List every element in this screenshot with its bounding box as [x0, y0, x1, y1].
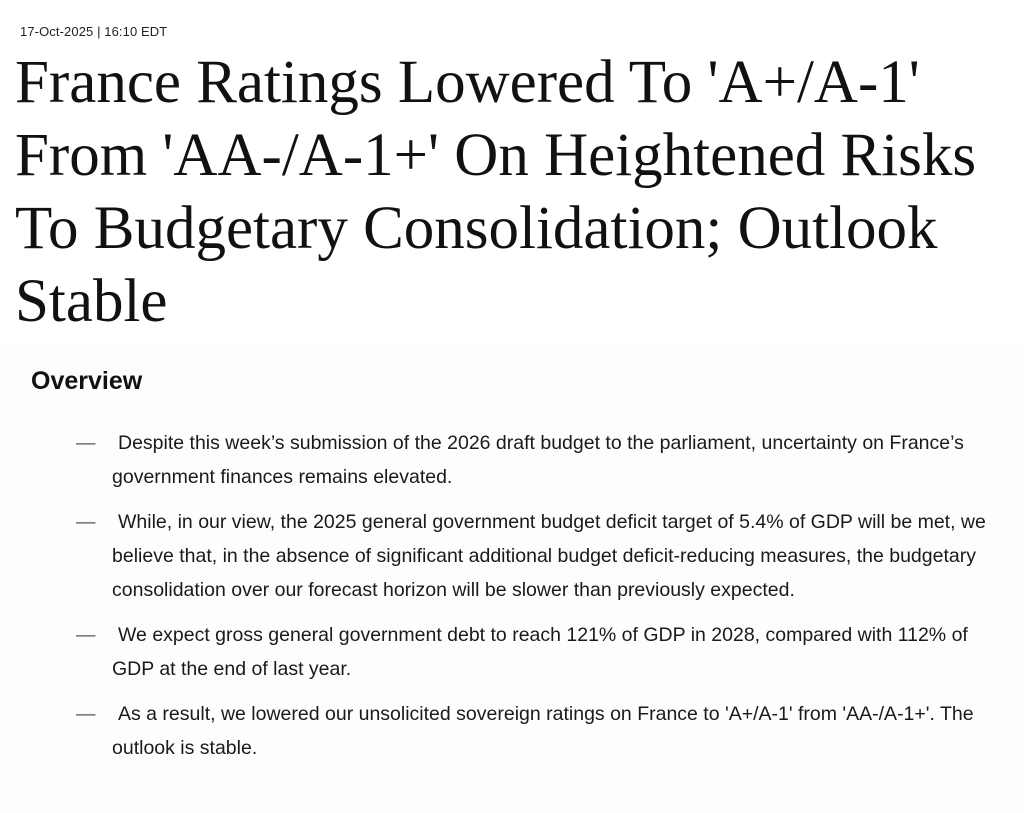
dash-bullet-icon: — — [76, 432, 96, 454]
list-item — [0, 618, 1024, 686]
overview-bullet-list — [0, 426, 1024, 776]
overview-heading: Overview — [31, 367, 143, 395]
list-item — [0, 426, 1024, 494]
bullet-text: As a result, we lowered our unsolicited sovereign ratings on France to 'A+/A-1' from 'AA-/A-1+'. The outlook is stable. — [112, 703, 974, 759]
bullet-text: Despite this week’s submission of the 2026 draft budget to the parliament, uncertainty on France’s government finances remains elevated. — [112, 432, 964, 488]
article-dateline: 17-Oct-2025 | 16:10 EDT — [20, 24, 168, 39]
article-title: France Ratings Lowered To 'A+/A-1' From 'AA-/A-1+' On Heightened Risks To Budgetary Consolidation; Outlook Stable — [15, 49, 977, 335]
list-item — [0, 697, 1024, 765]
dash-bullet-icon: — — [76, 703, 96, 725]
bullet-text: While, in our view, the 2025 general government budget deficit target of 5.4% of GDP will be met, we believe that, in the absence of significant additional budget deficit-reducing measures, the budgetary consolidation over our forecast horizon will be slower than previously expected. — [112, 511, 986, 601]
dash-bullet-icon: — — [76, 511, 96, 533]
bullet-text: We expect gross general government debt to reach 121% of GDP in 2028, compared with 112% of GDP at the end of last year. — [112, 624, 968, 680]
dash-bullet-icon: — — [76, 624, 96, 646]
list-item — [0, 505, 1024, 607]
